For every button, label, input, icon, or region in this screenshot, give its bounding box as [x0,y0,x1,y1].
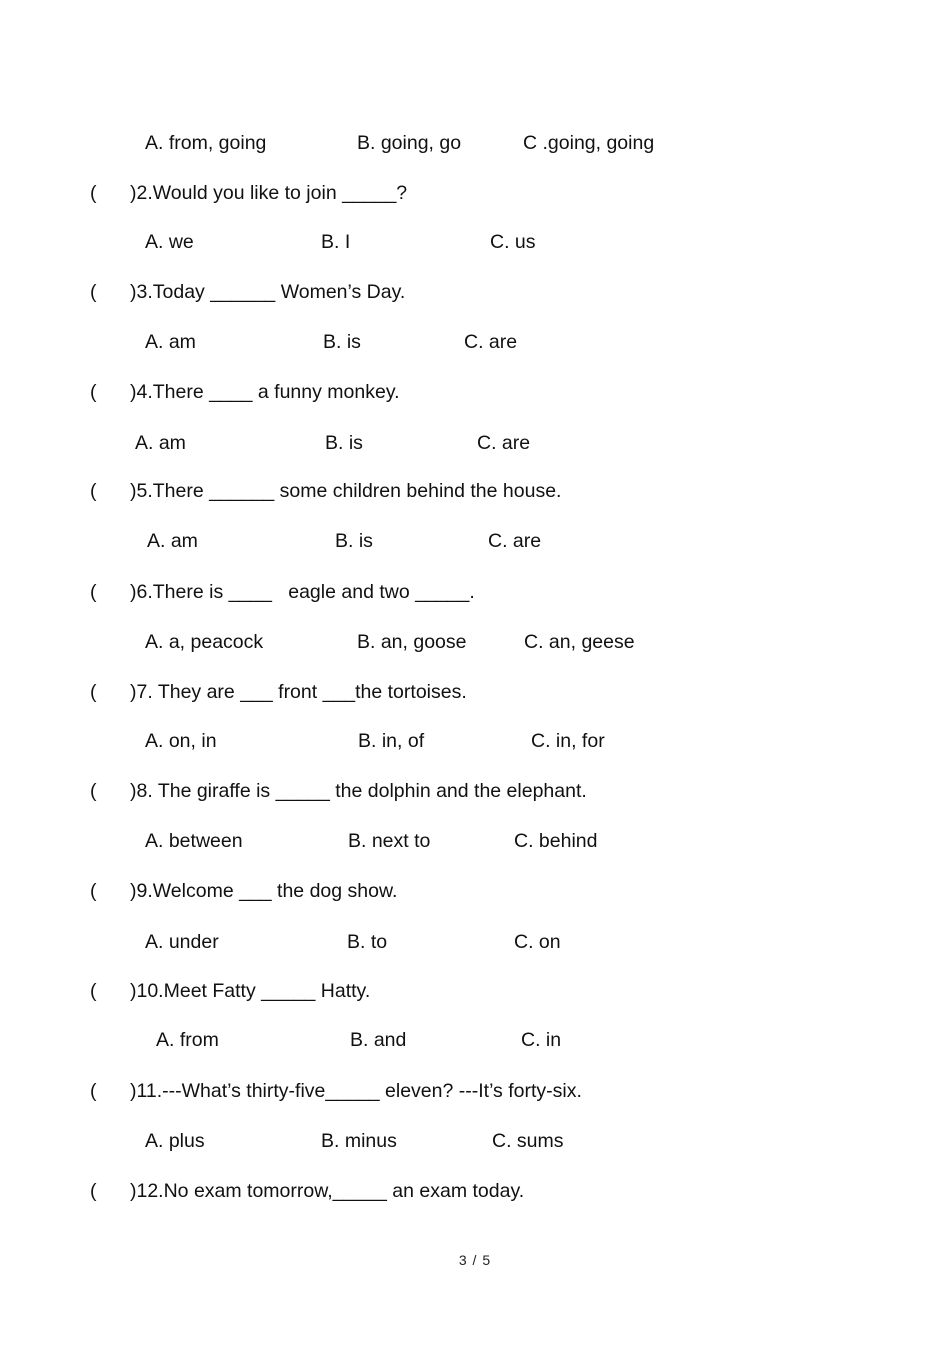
q4-option-c: C. are [477,432,531,454]
q8-option-c: C. behind [514,830,598,852]
q9-stem: )9.Welcome ___ the dog show. [130,880,398,902]
q3-paren: ( [90,281,97,303]
q12-stem: )12.No exam tomorrow,_____ an exam today. [130,1180,525,1202]
q9-option-b: B. to [347,931,388,953]
q11-option-c: C. sums [492,1130,564,1152]
q8-paren: ( [90,780,97,802]
q7-stem: )7. They are ___ front ___the tortoises. [130,681,467,703]
page-number: 3 / 5 [458,1252,492,1268]
q6-option-b: B. an, goose [357,631,467,653]
q8-option-b: B. next to [348,830,431,852]
q6-paren: ( [90,581,97,603]
q5-option-c: C. are [488,530,542,552]
q2-paren: ( [90,182,97,204]
q9-option-a: A. under [145,931,219,953]
q3-option-c: C. are [464,331,518,353]
q3-option-a: A. am [145,331,196,353]
q5-paren: ( [90,480,97,502]
q3-option-b: B. is [323,331,361,353]
q4-paren: ( [90,381,97,403]
q4-option-a: A. am [135,432,186,454]
q7-option-b: B. in, of [358,730,425,752]
q10-option-b: B. and [350,1029,407,1051]
q4-option-b: B. is [325,432,363,454]
q5-option-a: A. am [147,530,198,552]
q11-option-b: B. minus [321,1130,397,1152]
q2-option-c: C. us [490,231,536,253]
q1-option-c: C .going, going [523,132,655,154]
q1-option-b: B. going, go [357,132,462,154]
q2-stem: )2.Would you like to join _____? [130,182,408,204]
q6-option-a: A. a, peacock [145,631,264,653]
q2-option-b: B. I [321,231,351,253]
q6-stem: )6.There is ____ eagle and two _____. [130,581,475,603]
q7-option-a: A. on, in [145,730,217,752]
q10-paren: ( [90,980,97,1002]
q10-option-c: C. in [521,1029,562,1051]
q2-option-a: A. we [145,231,194,253]
q11-paren: ( [90,1080,97,1102]
q6-option-c: C. an, geese [524,631,635,653]
q1-option-a: A. from, going [145,132,267,154]
q3-stem: )3.Today ______ Women’s Day. [130,281,406,303]
q4-stem: )4.There ____ a funny monkey. [130,381,400,403]
q11-option-a: A. plus [145,1130,205,1152]
q10-stem: )10.Meet Fatty _____ Hatty. [130,980,371,1002]
q7-option-c: C. in, for [531,730,605,752]
q9-paren: ( [90,880,97,902]
q8-option-a: A. between [145,830,243,852]
q9-option-c: C. on [514,931,561,953]
q8-stem: )8. The giraffe is _____ the dolphin and the elephant. [130,780,587,802]
q7-paren: ( [90,681,97,703]
q12-paren: ( [90,1180,97,1202]
q11-stem: )11.---What’s thirty-five_____ eleven? ---It’s forty-six. [130,1080,582,1102]
q10-option-a: A. from [156,1029,219,1051]
q5-option-b: B. is [335,530,373,552]
q5-stem: )5.There ______ some children behind the house. [130,480,562,502]
